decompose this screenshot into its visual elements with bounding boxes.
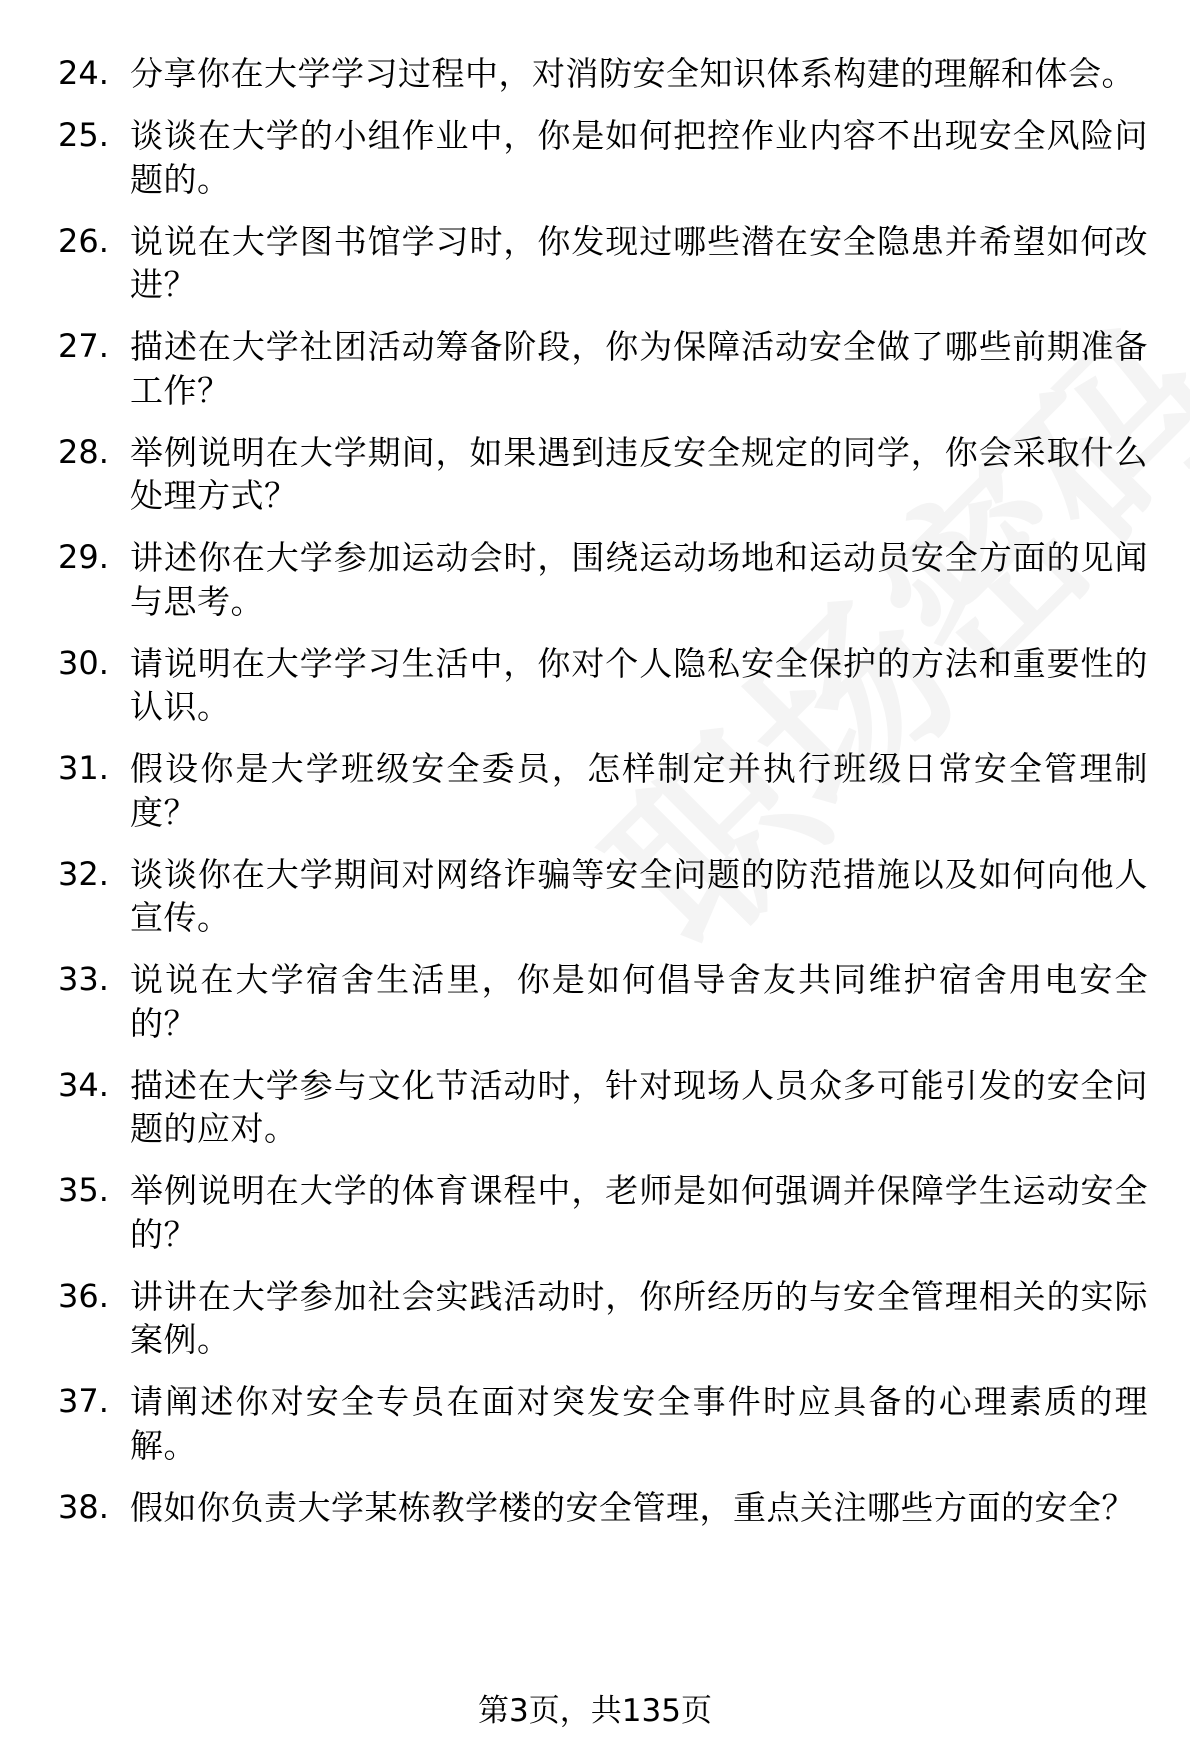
question-number: 36.: [58, 1276, 109, 1315]
question-text: 谈谈你在大学期间对网络诈骗等安全问题的防范措施以及如何向他人宣传。: [130, 854, 1148, 937]
question-text: 分享你在大学学习过程中，对消防安全知识体系构建的理解和体会。: [130, 54, 1135, 93]
question-number: 27.: [58, 327, 109, 365]
question-text: 假如你负责大学某栋教学楼的安全管理，重点关注哪些方面的安全？: [130, 1487, 1135, 1527]
list-item: [58, 1169, 1148, 1256]
question-number: 33.: [58, 960, 109, 998]
question-text: 描述在大学社团活动筹备阶段，你为保障活动安全做了哪些前期准备工作？: [130, 327, 1148, 410]
list-item: [58, 958, 1148, 1045]
question-number: 32.: [58, 854, 109, 893]
question-list: [58, 52, 1148, 1548]
question-text: 举例说明在大学的体育课程中，老师是如何强调并保障学生运动安全的？: [130, 1171, 1148, 1254]
question-number: 26.: [58, 221, 109, 260]
question-number: 38.: [58, 1487, 109, 1526]
question-number: 25.: [58, 116, 109, 154]
question-text: 说说在大学宿舍生活里，你是如何倡导舍友共同维护宿舍用电安全的？: [130, 960, 1148, 1043]
list-item: [58, 1064, 1148, 1151]
question-text: 谈谈在大学的小组作业中，你是如何把控作业内容不出现安全风险问题的。: [130, 116, 1148, 199]
list-item: [58, 1380, 1148, 1467]
question-number: 37.: [58, 1382, 109, 1420]
question-text: 描述在大学参与文化节活动时，针对现场人员众多可能引发的安全问题的应对。: [130, 1065, 1148, 1148]
question-text: 讲讲在大学参加社会实践活动时，你所经历的与安全管理相关的实际案例。: [130, 1276, 1148, 1359]
list-item: [58, 431, 1148, 518]
question-number: 34.: [58, 1065, 109, 1104]
list-item: [58, 1275, 1148, 1362]
list-item: [58, 52, 1148, 96]
question-text: 举例说明在大学期间，如果遇到违反安全规定的同学，你会采取什么处理方式？: [130, 432, 1148, 515]
list-item: [58, 642, 1148, 729]
question-text: 请说明在大学学习生活中，你对个人隐私安全保护的方法和重要性的认识。: [130, 643, 1148, 726]
list-item: [58, 325, 1148, 412]
list-item: [58, 1486, 1148, 1530]
question-text: 讲述你在大学参加运动会时，围绕运动场地和运动员安全方面的见闻与思考。: [130, 538, 1148, 621]
question-number: 35.: [58, 1171, 109, 1209]
question-number: 24.: [58, 54, 109, 92]
list-item: [58, 853, 1148, 940]
question-number: 29.: [58, 538, 109, 576]
question-number: 28.: [58, 432, 109, 471]
page-number-footer: 第3页，共135页: [478, 1693, 712, 1729]
list-item: [58, 747, 1148, 834]
question-text: 说说在大学图书馆学习时，你发现过哪些潜在安全隐患并希望如何改进？: [130, 221, 1148, 304]
list-item: [58, 536, 1148, 623]
question-number: 31.: [58, 749, 109, 787]
question-text: 假设你是大学班级安全委员，怎样制定并执行班级日常安全管理制度？: [130, 749, 1148, 832]
list-item: [58, 114, 1148, 201]
list-item: [58, 220, 1148, 307]
question-number: 30.: [58, 643, 109, 682]
question-text: 请阐述你对安全专员在面对突发安全事件时应具备的心理素质的理解。: [130, 1382, 1148, 1465]
